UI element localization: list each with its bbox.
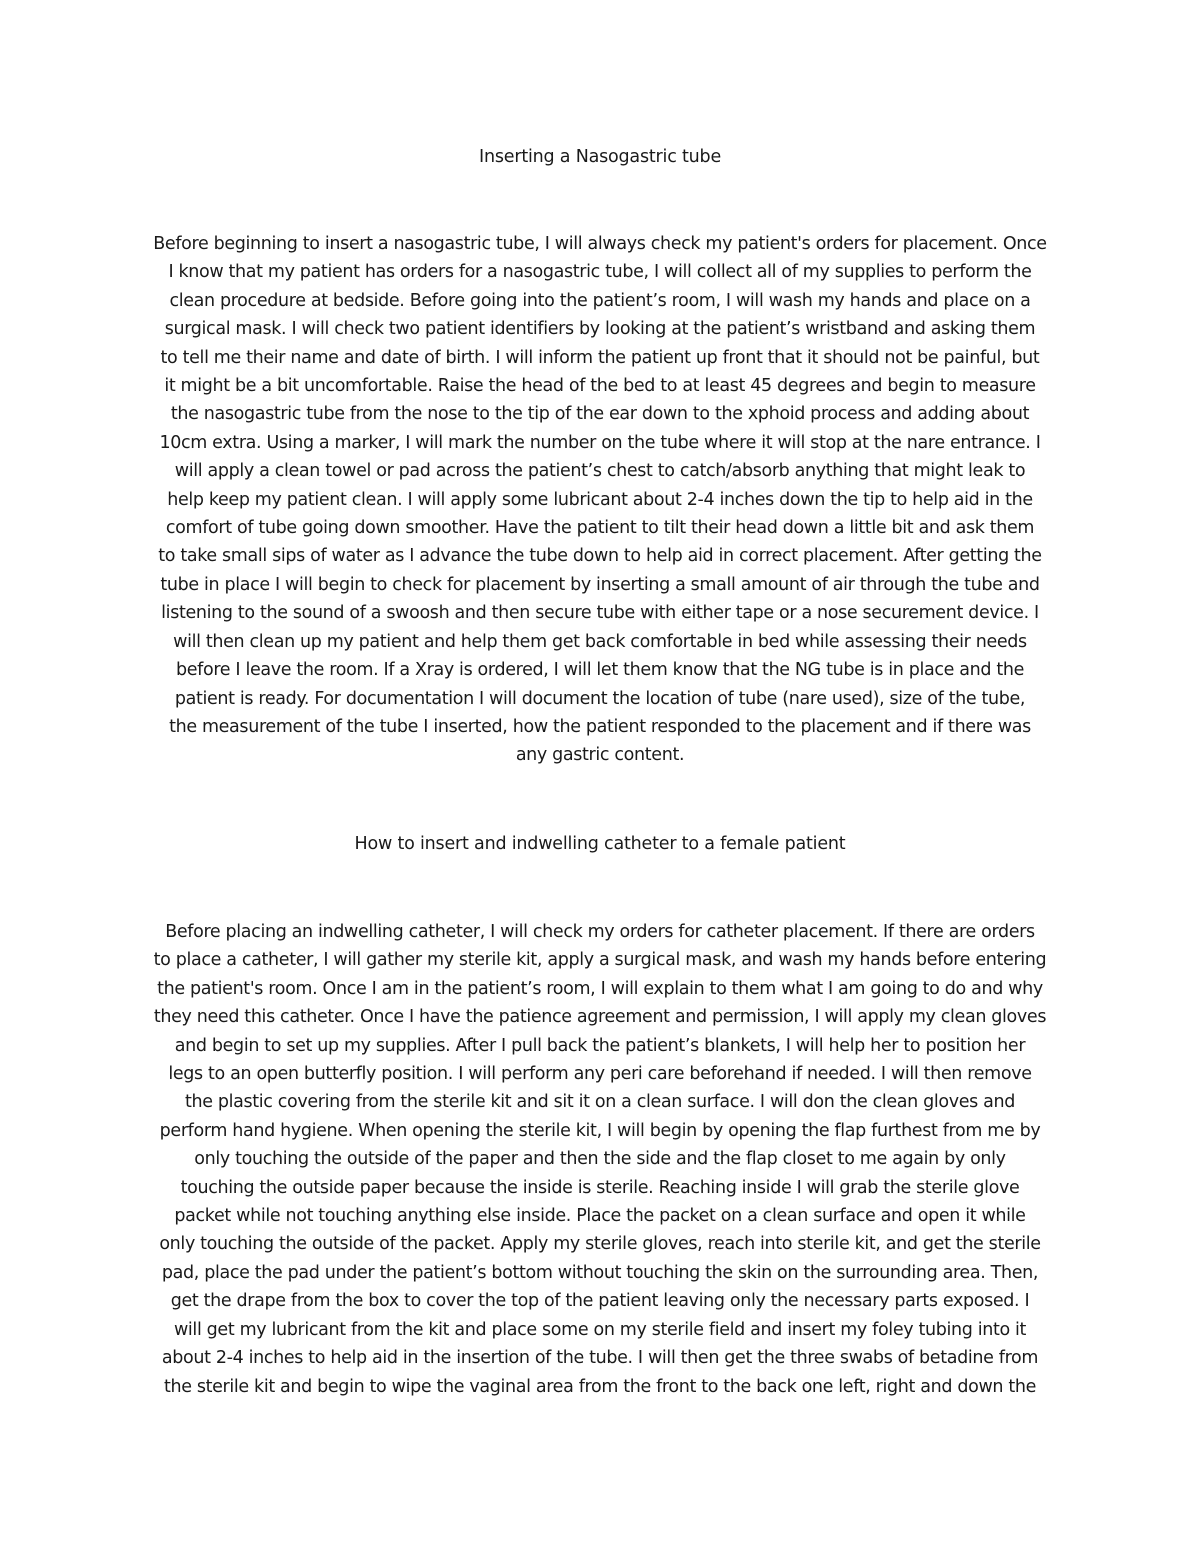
text-line: I know that my patient has orders for a nasogastric tube, I will collect all of my supplies to perform the — [168, 262, 1032, 283]
text-line: clean procedure at bedside. Before going into the patient’s room, I will wash my hands and place on a — [169, 290, 1031, 311]
text-line: will apply a clean towel or pad across the patient’s chest to catch/absorb anything that might leak to — [174, 461, 1026, 482]
paragraph-catheter — [140, 918, 1060, 1401]
section-heading-catheter: How to insert and indwelling catheter to a female patient — [354, 834, 846, 854]
section-heading-nasogastric: Inserting a Nasogastric tube — [478, 147, 722, 167]
text-line: about 2-4 inches to help aid in the insertion of the tube. I will then get the three swabs of betadine from — [161, 1348, 1039, 1369]
text-line: pad, place the pad under the patient’s bottom without touching the skin on the surrounding area. Then, — [161, 1262, 1039, 1283]
text-line: the measurement of the tube I inserted, how the patient responded to the placement and if there was — [169, 716, 1031, 737]
text-line: patient is ready. For documentation I will document the location of tube (nare used), size of the tube, — [174, 688, 1026, 709]
text-line: perform hand hygiene. When opening the sterile kit, I will begin by opening the flap furthest from me by — [159, 1120, 1041, 1141]
text-line: to take small sips of water as I advance the tube down to help aid in correct placement. After getting the — [158, 546, 1042, 567]
text-line: packet while not touching anything else inside. Place the packet on a clean surface and open it while — [174, 1206, 1026, 1227]
text-line: 10cm extra. Using a marker, I will mark the number on the tube where it will stop at the nare entrance. I — [159, 432, 1041, 453]
text-line: comfort of tube going down smoother. Have the patient to tilt their head down a little bit and ask them — [165, 518, 1035, 539]
text-line: it might be a bit uncomfortable. Raise the head of the bed to at least 45 degrees and begin to measure — [164, 376, 1036, 397]
text-line: only touching the outside of the paper and then the side and the flap closet to me again by only — [194, 1149, 1006, 1170]
paragraph-nasogastric — [140, 230, 1060, 770]
text-line: help keep my patient clean. I will apply some lubricant about 2-4 inches down the tip to help aid in the — [167, 489, 1033, 510]
text-line: the patient's room. Once I am in the patient’s room, I will explain to them what I am going to do and why — [157, 978, 1043, 999]
text-line: will get my lubricant from the kit and place some on my sterile field and insert my foley tubing into it — [173, 1319, 1027, 1340]
text-line: the plastic covering from the sterile kit and sit it on a clean surface. I will don the clean gloves and — [184, 1092, 1016, 1113]
text-line: the sterile kit and begin to wipe the vaginal area from the front to the back one left, right and down the — [163, 1376, 1037, 1397]
text-line: to tell me their name and date of birth. I will inform the patient up front that it should not be painful, but — [160, 347, 1040, 368]
text-line: get the drape from the box to cover the top of the patient leaving only the necessary parts exposed. I — [170, 1291, 1030, 1312]
text-line: touching the outside paper because the inside is sterile. Reaching inside I will grab the sterile glove — [180, 1177, 1020, 1198]
text-line: surgical mask. I will check two patient identifiers by looking at the patient’s wristband and asking them — [164, 319, 1036, 340]
text-line: before I leave the room. If a Xray is ordered, I will let them know that the NG tube is in place and the — [175, 660, 1025, 681]
text-line: to place a catheter, I will gather my sterile kit, apply a surgical mask, and wash my hands before entering — [153, 950, 1047, 971]
text-line: legs to an open butterfly position. I will perform any peri care beforehand if needed. I will then remove — [168, 1064, 1032, 1085]
text-line: and begin to set up my supplies. After I pull back the patient’s blankets, I will help her to position her — [174, 1035, 1026, 1056]
text-line: will then clean up my patient and help them get back comfortable in bed while assessing their needs — [173, 631, 1027, 652]
text-line: Before beginning to insert a nasogastric tube, I will always check my patient's orders for placement. Once — [153, 234, 1047, 254]
text-line: any gastric content. — [515, 745, 685, 766]
text-line: listening to the sound of a swoosh and then secure tube with either tape or a nose securement device. I — [161, 603, 1039, 624]
text-line: the nasogastric tube from the nose to the tip of the ear down to the xphoid process and adding about — [170, 404, 1030, 425]
text-line: they need this catheter. Once I have the patience agreement and permission, I will apply my clean gloves — [153, 1007, 1047, 1028]
text-line: Before placing an indwelling catheter, I will check my orders for catheter placement. If there are orders — [165, 922, 1035, 942]
text-line: only touching the outside of the packet. Apply my sterile gloves, reach into sterile kit, and get the sterile — [159, 1234, 1041, 1255]
text-line: tube in place I will begin to check for placement by inserting a small amount of air through the tube and — [160, 574, 1040, 595]
